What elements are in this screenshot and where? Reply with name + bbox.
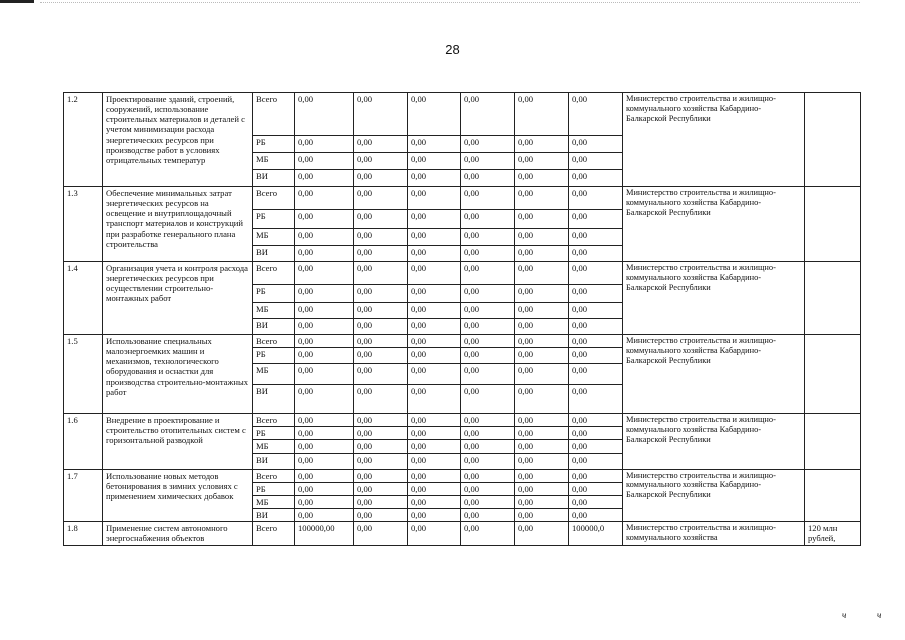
table-row [64,187,861,210]
measure-name: Использование новых методов бетонирования в зимних условиях с применением химических добавок [103,469,253,522]
amount-cell: 0,00 [461,522,515,546]
amount-cell: 0,00 [515,385,569,414]
amount-cell: 0,00 [461,469,515,482]
amount-cell: 0,00 [354,187,408,210]
amount-cell: 0,00 [408,414,461,427]
amount-cell: 0,00 [515,348,569,364]
amount-cell: 100000,0 [569,522,623,546]
amount-cell: 0,00 [295,427,354,440]
amount-cell: 0,00 [354,508,408,521]
measure-number: 1.2 [64,93,103,187]
amount-cell: 0,00 [569,285,623,303]
amount-cell: 100000,00 [295,522,354,546]
funding-source: МБ [253,495,295,508]
amount-cell: 0,00 [408,348,461,364]
amount-cell: 0,00 [354,303,408,319]
amount-cell: 0,00 [408,229,461,246]
measure-number: 1.4 [64,262,103,335]
amount-cell: 0,00 [569,229,623,246]
amount-cell: 0,00 [569,440,623,453]
funding-source: ВИ [253,246,295,262]
amount-cell: 0,00 [569,303,623,319]
funding-source: МБ [253,303,295,319]
amount-cell: 0,00 [515,303,569,319]
responsible-executor: Министерство строительства и жилищно-коммунального хозяйства Кабардино-Балкарской Республики [623,335,805,414]
amount-cell: 0,00 [295,262,354,285]
expected-result [805,414,861,469]
amount-cell: 0,00 [408,495,461,508]
amount-cell: 0,00 [408,93,461,136]
funding-source: МБ [253,364,295,385]
amount-cell: 0,00 [408,170,461,187]
amount-cell: 0,00 [461,262,515,285]
expected-result [805,93,861,187]
amount-cell: 0,00 [515,495,569,508]
amount-cell: 0,00 [408,246,461,262]
funding-source: РБ [253,482,295,495]
responsible-executor: Министерство строительства и жилищно-коммунального хозяйства Кабардино-Балкарской Республики [623,469,805,522]
funding-source: ВИ [253,385,295,414]
amount-cell: 0,00 [295,495,354,508]
amount-cell: 0,00 [515,210,569,229]
amount-cell: 0,00 [461,414,515,427]
expected-result [805,187,861,262]
amount-cell: 0,00 [515,453,569,469]
amount-cell: 0,00 [354,440,408,453]
amount-cell: 0,00 [569,319,623,335]
amount-cell: 0,00 [295,469,354,482]
amount-cell: 0,00 [354,246,408,262]
page-number: 28 [445,42,460,57]
responsible-executor: Министерство строительства и жилищно-коммунального хозяйства [623,522,805,546]
amount-cell: 0,00 [354,348,408,364]
measure-number: 1.7 [64,469,103,522]
amount-cell: 0,00 [354,229,408,246]
amount-cell: 0,00 [569,210,623,229]
amount-cell: 0,00 [295,319,354,335]
amount-cell: 0,00 [515,285,569,303]
measure-number: 1.8 [64,522,103,546]
amount-cell: 0,00 [515,522,569,546]
amount-cell: 0,00 [515,153,569,170]
amount-cell: 0,00 [461,136,515,153]
table-row [64,522,861,546]
amount-cell: 0,00 [515,335,569,348]
amount-cell: 0,00 [569,453,623,469]
stray-scan-mark: ч [842,610,847,620]
expected-result [805,262,861,335]
amount-cell: 0,00 [408,482,461,495]
table-row [64,469,861,482]
amount-cell: 0,00 [515,427,569,440]
amount-cell: 0,00 [354,495,408,508]
amount-cell: 0,00 [515,508,569,521]
amount-cell: 0,00 [461,210,515,229]
amount-cell: 0,00 [295,414,354,427]
measure-number: 1.6 [64,414,103,469]
funding-source: РБ [253,348,295,364]
expected-result [805,335,861,414]
amount-cell: 0,00 [461,170,515,187]
amount-cell: 0,00 [515,170,569,187]
amount-cell: 0,00 [295,187,354,210]
amount-cell: 0,00 [569,136,623,153]
amount-cell: 0,00 [408,427,461,440]
amount-cell: 0,00 [515,262,569,285]
amount-cell: 0,00 [295,93,354,136]
amount-cell: 0,00 [408,469,461,482]
amount-cell: 0,00 [515,246,569,262]
amount-cell: 0,00 [461,482,515,495]
amount-cell: 0,00 [354,427,408,440]
table-row [64,262,861,285]
amount-cell: 0,00 [408,385,461,414]
amount-cell: 0,00 [569,246,623,262]
amount-cell: 0,00 [408,522,461,546]
amount-cell: 0,00 [461,385,515,414]
measure-number: 1.3 [64,187,103,262]
amount-cell: 0,00 [515,482,569,495]
amount-cell: 0,00 [408,364,461,385]
amount-cell: 0,00 [515,440,569,453]
funding-source: Всего [253,93,295,136]
funding-source: РБ [253,210,295,229]
funding-source: Всего [253,469,295,482]
scan-top-rule [40,2,860,3]
amount-cell: 0,00 [461,303,515,319]
amount-cell: 0,00 [461,153,515,170]
expected-result [805,469,861,522]
measure-number: 1.5 [64,335,103,414]
amount-cell: 0,00 [295,335,354,348]
expected-result: 120 млн рублей, [805,522,861,546]
amount-cell: 0,00 [461,229,515,246]
amount-cell: 0,00 [461,93,515,136]
amount-cell: 0,00 [461,440,515,453]
amount-cell: 0,00 [295,453,354,469]
table-body [64,93,861,546]
amount-cell: 0,00 [569,187,623,210]
amount-cell: 0,00 [295,246,354,262]
responsible-executor: Министерство строительства и жилищно-коммунального хозяйства Кабардино-Балкарской Республики [623,187,805,262]
amount-cell: 0,00 [461,427,515,440]
amount-cell: 0,00 [408,319,461,335]
amount-cell: 0,00 [461,285,515,303]
amount-cell: 0,00 [461,246,515,262]
amount-cell: 0,00 [354,414,408,427]
amount-cell: 0,00 [569,427,623,440]
program-measures-table [63,92,861,546]
amount-cell: 0,00 [569,364,623,385]
funding-source: ВИ [253,319,295,335]
funding-source: МБ [253,153,295,170]
amount-cell: 0,00 [461,508,515,521]
amount-cell: 0,00 [569,170,623,187]
amount-cell: 0,00 [295,229,354,246]
amount-cell: 0,00 [408,153,461,170]
amount-cell: 0,00 [295,508,354,521]
amount-cell: 0,00 [515,364,569,385]
funding-source: Всего [253,414,295,427]
amount-cell: 0,00 [354,153,408,170]
funding-source: Всего [253,187,295,210]
amount-cell: 0,00 [569,348,623,364]
amount-cell: 0,00 [354,319,408,335]
funding-source: ВИ [253,170,295,187]
measure-name: Использование специальных малоэнергоемких машин и механизмов, технологического оборудования и оснастки для производства строительно-монтажных работ [103,335,253,414]
funding-source: РБ [253,427,295,440]
funding-source: МБ [253,229,295,246]
amount-cell: 0,00 [295,136,354,153]
measure-name: Применение систем автономного энергоснабжения объектов [103,522,253,546]
amount-cell: 0,00 [408,136,461,153]
amount-cell: 0,00 [408,303,461,319]
amount-cell: 0,00 [295,210,354,229]
amount-cell: 0,00 [354,136,408,153]
responsible-executor: Министерство строительства и жилищно-коммунального хозяйства Кабардино-Балкарской Республики [623,93,805,187]
funding-source: РБ [253,136,295,153]
amount-cell: 0,00 [295,364,354,385]
amount-cell: 0,00 [408,453,461,469]
funding-source: Всего [253,262,295,285]
amount-cell: 0,00 [354,453,408,469]
funding-source: ВИ [253,508,295,521]
funding-source: МБ [253,440,295,453]
responsible-executor: Министерство строительства и жилищно-коммунального хозяйства Кабардино-Балкарской Республики [623,262,805,335]
amount-cell: 0,00 [408,187,461,210]
amount-cell: 0,00 [354,262,408,285]
amount-cell: 0,00 [569,508,623,521]
amount-cell: 0,00 [408,210,461,229]
amount-cell: 0,00 [569,469,623,482]
measure-name: Внедрение в проектирование и строительство отопительных систем с горизонтальной разводкой [103,414,253,469]
amount-cell: 0,00 [569,153,623,170]
amount-cell: 0,00 [461,364,515,385]
amount-cell: 0,00 [569,335,623,348]
table-row [64,93,861,136]
table-row [64,414,861,427]
funding-source: Всего [253,335,295,348]
stray-scan-mark: ч [877,610,882,620]
amount-cell: 0,00 [569,262,623,285]
amount-cell: 0,00 [569,482,623,495]
amount-cell: 0,00 [354,364,408,385]
funding-source: Всего [253,522,295,546]
amount-cell: 0,00 [569,495,623,508]
amount-cell: 0,00 [515,229,569,246]
amount-cell: 0,00 [295,285,354,303]
amount-cell: 0,00 [295,482,354,495]
amount-cell: 0,00 [295,385,354,414]
amount-cell: 0,00 [408,440,461,453]
amount-cell: 0,00 [354,210,408,229]
amount-cell: 0,00 [354,170,408,187]
amount-cell: 0,00 [515,136,569,153]
amount-cell: 0,00 [354,385,408,414]
amount-cell: 0,00 [515,93,569,136]
amount-cell: 0,00 [354,93,408,136]
funding-source: ВИ [253,453,295,469]
amount-cell: 0,00 [354,522,408,546]
amount-cell: 0,00 [295,348,354,364]
amount-cell: 0,00 [515,187,569,210]
amount-cell: 0,00 [408,262,461,285]
amount-cell: 0,00 [461,187,515,210]
amount-cell: 0,00 [461,495,515,508]
table-row [64,335,861,348]
measure-name: Обеспечение минимальных затрат энергетических ресурсов на освещение и внутриплощадочный транспорт материалов и конструкций при разработке генерального плана строительства [103,187,253,262]
amount-cell: 0,00 [408,335,461,348]
amount-cell: 0,00 [408,285,461,303]
amount-cell: 0,00 [461,348,515,364]
amount-cell: 0,00 [354,469,408,482]
measure-name: Проектирование зданий, строений, сооружений, использование строительных материалов и деталей с учетом минимизации расхода энергетических ресурсов при производстве работ в условиях отрицательных температур [103,93,253,187]
amount-cell: 0,00 [569,414,623,427]
amount-cell: 0,00 [461,335,515,348]
amount-cell: 0,00 [295,153,354,170]
amount-cell: 0,00 [295,440,354,453]
funding-source: РБ [253,285,295,303]
amount-cell: 0,00 [354,285,408,303]
amount-cell: 0,00 [515,414,569,427]
amount-cell: 0,00 [354,335,408,348]
amount-cell: 0,00 [461,453,515,469]
scan-corner-mark [0,0,34,3]
amount-cell: 0,00 [461,319,515,335]
amount-cell: 0,00 [515,319,569,335]
amount-cell: 0,00 [408,508,461,521]
amount-cell: 0,00 [515,469,569,482]
measure-name: Организация учета и контроля расхода энергетических ресурсов при осуществлении строительно-монтажных работ [103,262,253,335]
amount-cell: 0,00 [569,385,623,414]
amount-cell: 0,00 [354,482,408,495]
responsible-executor: Министерство строительства и жилищно-коммунального хозяйства Кабардино-Балкарской Республики [623,414,805,469]
amount-cell: 0,00 [295,303,354,319]
amount-cell: 0,00 [569,93,623,136]
amount-cell: 0,00 [295,170,354,187]
